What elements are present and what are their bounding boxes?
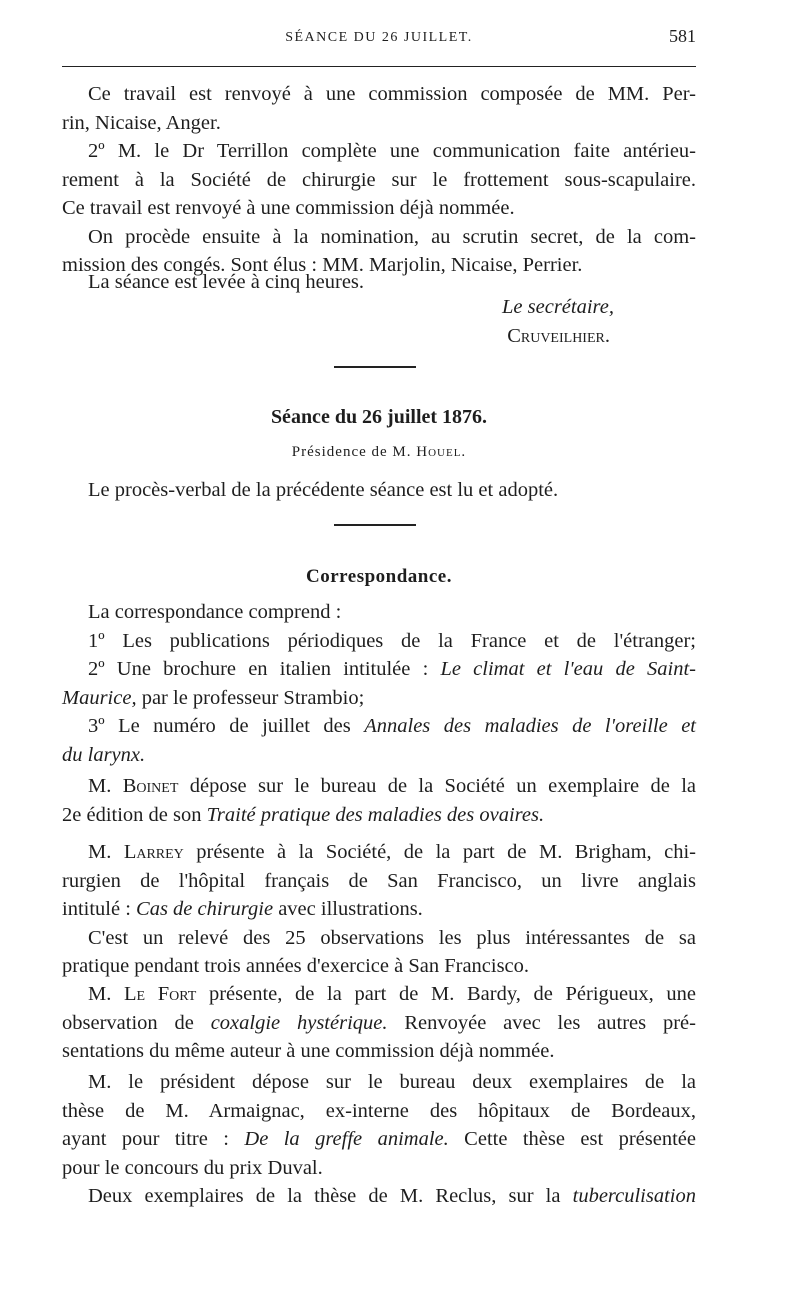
text-line bbox=[62, 895, 696, 924]
text-run: intitulé : bbox=[62, 898, 137, 920]
book-title: Traité pratique des maladies des ovaires. bbox=[206, 803, 545, 826]
text-run: 2e édition de son bbox=[62, 803, 207, 826]
text-line: On procède ensuite à la nomination, au scrutin secret, de la com- bbox=[88, 225, 696, 248]
presidence-name: Houel. bbox=[416, 444, 467, 460]
text-line: M. le président dépose sur le bureau deux exemplaires de la bbox=[88, 1071, 696, 1093]
text-line: Le procès-verbal de la précédente séance est lu et adopté. bbox=[88, 479, 559, 501]
page-header bbox=[62, 26, 696, 67]
text-run: 3º Le numéro de juillet des bbox=[88, 715, 365, 737]
text-line bbox=[62, 801, 696, 830]
book-title: Le climat et l'eau de Saint- bbox=[440, 658, 697, 680]
text-line bbox=[62, 655, 696, 684]
text-run: ayant pour titre : bbox=[62, 1128, 245, 1150]
text-line: 1º Les publications périodiques de la France et de l'étranger; bbox=[88, 629, 696, 652]
text-run: observation de bbox=[62, 1011, 211, 1034]
presidence-line bbox=[62, 444, 696, 461]
case-title: coxalgie hystérique. bbox=[210, 1011, 388, 1034]
text-line: Ce travail est renvoyé à une commission composée de MM. Per- bbox=[88, 83, 696, 105]
separator-rule bbox=[334, 366, 416, 368]
paragraph-proces-verbal bbox=[62, 476, 696, 505]
text-line bbox=[62, 1009, 696, 1038]
text-line: La correspondance comprend : bbox=[88, 601, 342, 623]
book-title: Maurice, bbox=[62, 686, 137, 709]
running-title: SÉANCE DU 26 JUILLET. bbox=[285, 30, 473, 45]
text-run: 2º Une brochure en italien intitulée : bbox=[88, 658, 441, 680]
page-number: 581 bbox=[669, 26, 696, 46]
paragraph-correspondance bbox=[62, 598, 696, 769]
text-line: sentations du même auteur à une commission déjà nommée. bbox=[62, 1040, 555, 1062]
text-line bbox=[62, 712, 696, 741]
paragraph-commission bbox=[62, 80, 696, 280]
paragraph-lefort bbox=[62, 980, 696, 1066]
text-run: avec illustrations. bbox=[273, 898, 423, 920]
journal-title: Annales des maladies de l'oreille et bbox=[364, 715, 696, 737]
text-run: Renvoyée avec les autres pré- bbox=[387, 1011, 696, 1034]
person-name: M. Boinet bbox=[88, 775, 179, 797]
thesis-title: tuberculisation bbox=[572, 1185, 696, 1207]
text-line: mission des congés. Sont élus : MM. Marjolin, Nicaise, Perrier. bbox=[62, 254, 583, 276]
journal-title: du larynx. bbox=[62, 743, 146, 766]
presidence-prefix: Présidence de M. bbox=[291, 444, 417, 460]
text-line bbox=[62, 772, 696, 801]
paragraph-boinet bbox=[62, 772, 696, 829]
text-line: Ce travail est renvoyé à une commission déjà nommée. bbox=[62, 197, 515, 219]
text-line: rement à la Société de chirurgie sur le frottement sous-scapulaire. bbox=[62, 168, 696, 191]
text-run: Cette thèse est présentée bbox=[448, 1128, 696, 1150]
text-line: rurgien de l'hôpital français de San Francisco, un livre anglais bbox=[62, 869, 696, 892]
text-run: présente, de la part de M. Bardy, de Périgueux, une bbox=[196, 983, 696, 1005]
person-name: M. Larrey bbox=[88, 841, 184, 863]
text-line: 2º M. le Dr Terrillon complète une communication faite antérieu- bbox=[88, 140, 696, 162]
text-line: pratique pendant trois années d'exercice à San Francisco. bbox=[62, 955, 530, 977]
text-line bbox=[62, 980, 696, 1009]
text-line bbox=[62, 1125, 696, 1154]
thesis-title: De la greffe animale. bbox=[244, 1128, 449, 1150]
paragraph-larrey bbox=[62, 838, 696, 981]
book-title: Cas de chirurgie bbox=[136, 898, 274, 920]
person-name: M. Le Fort bbox=[88, 983, 197, 1005]
text-line: C'est un relevé des 25 observations les plus intéressantes de sa bbox=[88, 926, 696, 949]
text-run: dépose sur le bureau de la Société un exemplaire de la bbox=[178, 775, 697, 797]
signature-name: Cruveilhier. bbox=[507, 325, 610, 347]
text-run: par le professeur Strambio; bbox=[136, 686, 365, 709]
text-line bbox=[62, 684, 696, 713]
text-line: La séance est levée à cinq heures. bbox=[88, 271, 365, 293]
paragraph-closing bbox=[62, 268, 696, 297]
text-line: rin, Nicaise, Anger. bbox=[62, 111, 221, 134]
text-run: présente à la Société, de la part de M. Brigham, chi- bbox=[183, 841, 697, 863]
paragraph-president bbox=[62, 1068, 696, 1211]
text-line bbox=[62, 838, 696, 867]
text-line bbox=[62, 1182, 696, 1211]
signature-role: Le secrétaire, bbox=[502, 296, 614, 318]
text-line: thèse de M. Armaignac, ex-interne des hôpitaux de Bordeaux, bbox=[62, 1099, 696, 1122]
text-line: pour le concours du prix Duval. bbox=[62, 1156, 323, 1179]
section-heading-correspondance: Correspondance. bbox=[306, 566, 452, 587]
session-title: Séance du 26 juillet 1876. bbox=[270, 406, 488, 428]
text-run: Deux exemplaires de la thèse de M. Reclus, sur la bbox=[88, 1185, 573, 1207]
separator-rule bbox=[334, 524, 416, 526]
